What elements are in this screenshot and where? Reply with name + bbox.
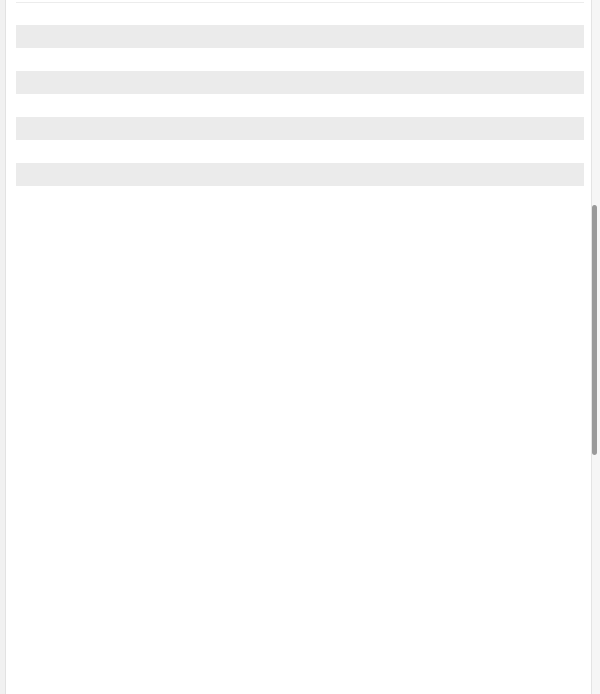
divider xyxy=(16,2,584,3)
scrollbar-thumb[interactable] xyxy=(592,205,597,455)
table-row xyxy=(16,163,584,186)
table-row xyxy=(16,140,584,163)
table-row xyxy=(16,117,584,140)
table-row xyxy=(16,48,584,71)
table-row xyxy=(16,71,584,94)
table-row xyxy=(16,25,584,48)
table-row xyxy=(16,94,584,117)
table-row xyxy=(16,186,584,209)
